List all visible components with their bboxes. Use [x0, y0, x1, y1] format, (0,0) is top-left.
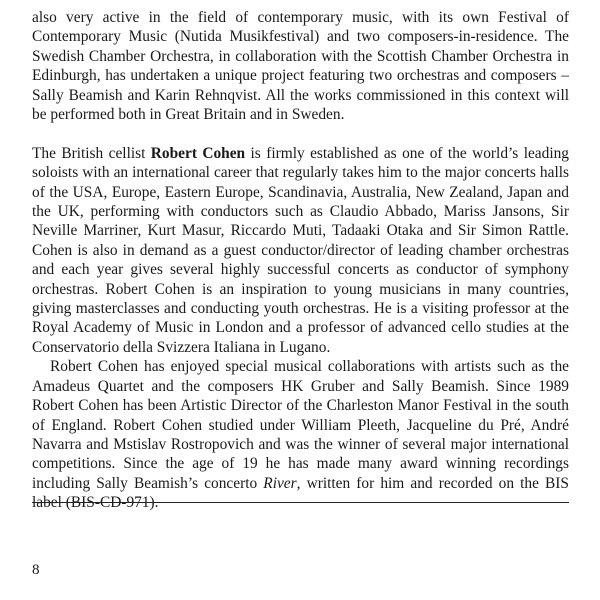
document-body: [32, 8, 569, 513]
paragraph-text-after: is firmly established as one of the world’s leading soloists with an international career that regularly takes him to the major concerts halls of the USA, Europe, Eastern Europe, Scandinavia, Australia, New Zealand, Japan and the UK, performing with conductors such as Claudio Abbado, Mariss Jansons, Sir Neville Marriner, Kurt Masur, Riccardo Muti, Tadaaki Otaka and Sir Simon Rattle. Cohen is also in demand as a guest conductor/director of leading chamber orchestras and each year gives several highly successful concerts as conductor of symphony orchestras. Robert Cohen is an inspiration to young musicians in many countries, giving masterclasses and conducting youth orchestras. He is a visiting professor at the Royal Academy of Music in London and a professor of advanced cello studies at the Conservatorio della Svizzera Italiana in Lugano.: [32, 144, 569, 356]
paragraph-text-before: The British cellist: [32, 144, 151, 162]
footer-divider: [32, 502, 569, 503]
paragraph-text-before: Robert Cohen has enjoyed special musical collaborations with artists such as the Amadeus Quartet and the composers HK Gruber and Sally Beamish. Since 1989 Robert Cohen has been Artistic Director of the Charleston Manor Festival in the south of England. Robert Cohen studied under William Pleeth, Jacqueline du Pré, André Navarra and Mstislav Rostropovich and was the winner of several major international competitions. Since the age of 19 he has made many award winning recordings including Sally Beamish’s concerto: [32, 358, 569, 492]
paragraph-festival: also very active in the field of contemporary music, with its own Festival of Contemporary Music (Nutida Musikfestival) and two composers-in-residence. The Swedish Chamber Orchestra, in collaboration with the Scottish Chamber Orchestra in Edinburgh, has undertaken a unique project featuring two orchestras and composers – Sally Beamish and Karin Rehnqvist. All the works commissioned in this context will be performed both in Great Britain and in Sweden.: [32, 9, 569, 124]
paragraph-cohen-collaborations: [32, 357, 569, 512]
paragraph-text-after: , written for him and recorded on the BIS label (BIS-CD-971).: [32, 474, 569, 512]
paragraph-cohen-biography: [32, 144, 569, 357]
work-title: River: [263, 474, 297, 492]
page-number: 8: [32, 562, 40, 578]
performer-name: Robert Cohen: [150, 144, 246, 162]
